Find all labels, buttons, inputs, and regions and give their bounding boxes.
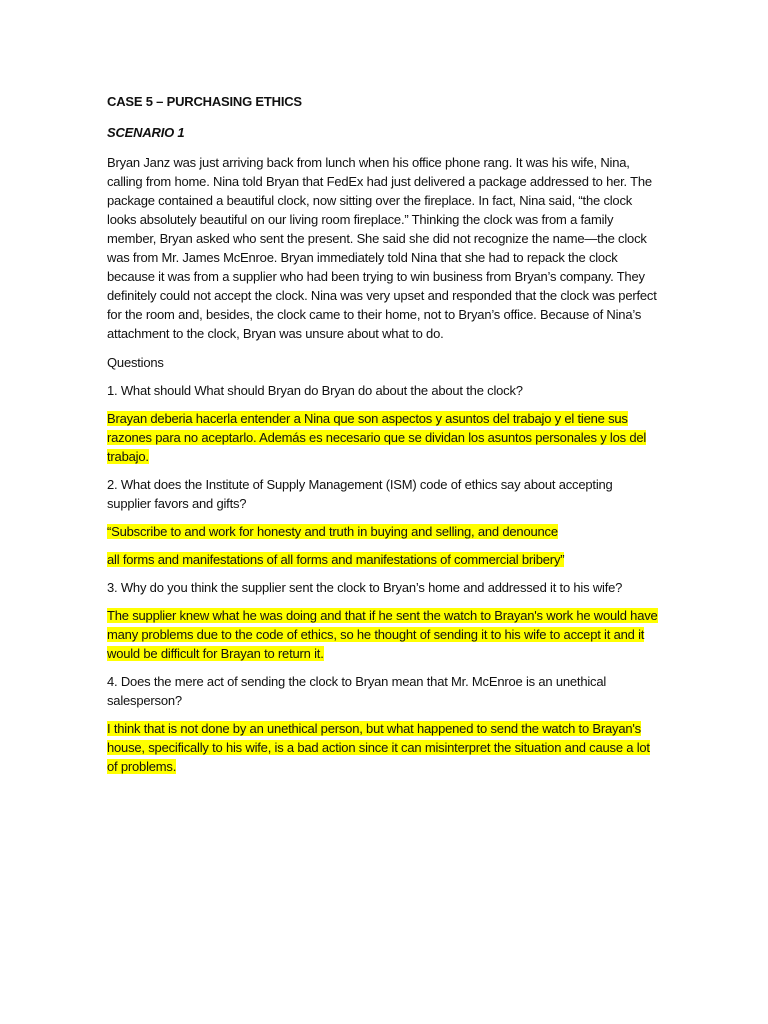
question-1: 1. What should What should Bryan do Bryan do about the about the clock? — [107, 383, 523, 398]
answer-3-block — [107, 606, 659, 663]
question-3: 3. Why do you think the supplier sent the clock to Bryan’s home and addressed it to his wife? — [107, 580, 623, 595]
scenario-paragraph: Bryan Janz was just arriving back from lunch when his office phone rang. It was his wife, Nina, calling from home. Nina told Bryan that FedEx had just delivered a package addressed to her. The package contained a beautiful clock, now sitting over the fireplace. In fact, Nina said, “the clock looks absolutely beautiful on our living room fireplace.” Thinking the clock was from a family member, Bryan asked who sent the present. She said she did not recognize the name—the clock was from Mr. James McEnroe. Bryan immediately told Nina that she had to repack the clock because it was from a supplier who had been trying to win business from Bryan’s company. They definitely could not accept the clock. Nina was very upset and responded that the clock was perfect for the room and, besides, the clock came to their home, not to Bryan’s office. Because of Nina’s attachment to the clock, Bryan was unsure about what to do. — [107, 155, 657, 341]
answer-1-block — [107, 409, 659, 466]
scenario-heading: SCENARIO 1 — [107, 125, 185, 140]
case-title: CASE 5 – PURCHASING ETHICS — [107, 94, 302, 109]
questions-heading: Questions — [107, 355, 164, 370]
answer-1-highlighted: Brayan deberia hacerla entender a Nina que son aspectos y asuntos del trabajo y el tiene sus razones para no aceptarlo. Además es necesario que se dividan los asuntos personales y los del trabajo. — [107, 411, 647, 464]
answer-2-line-2-highlighted: all forms and manifestations of all forms and manifestations of commercial bribery” — [107, 552, 565, 567]
answer-2-line-1-block — [107, 522, 659, 541]
answer-3-highlighted: The supplier knew what he was doing and that if he sent the watch to Brayan's work he would have many problems due to the code of ethics, so he thought of sending it to his wife to accept it and it would be difficult for Brayan to return it. — [107, 608, 658, 661]
answer-4-highlighted: I think that is not done by an unethical person, but what happened to send the watch to Brayan's house, specifically to his wife, is a bad action since it can misinterpret the situation and cause a lot of problems. — [107, 721, 650, 774]
document-body — [107, 92, 659, 785]
answer-4-block — [107, 719, 659, 776]
answer-2-line-1-highlighted: “Subscribe to and work for honesty and truth in buying and selling, and denounce — [107, 524, 558, 539]
answer-2-line-2-block — [107, 550, 659, 569]
question-2: 2. What does the Institute of Supply Management (ISM) code of ethics say about accepting supplier favors and gifts? — [107, 477, 613, 511]
question-4: 4. Does the mere act of sending the clock to Bryan mean that Mr. McEnroe is an unethical salesperson? — [107, 674, 607, 708]
